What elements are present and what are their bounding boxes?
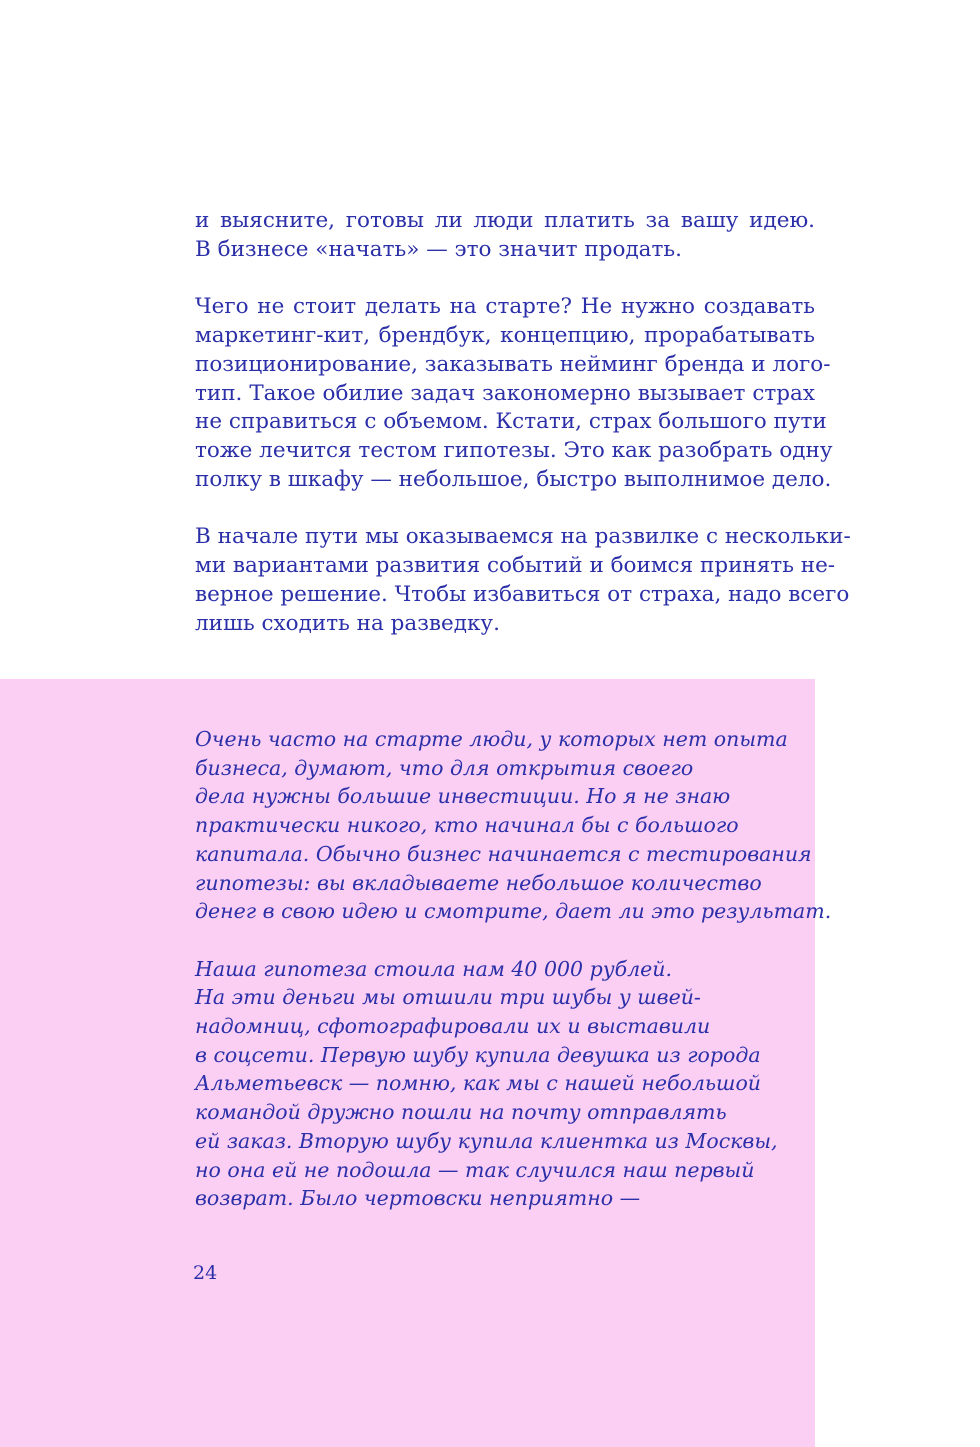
- quote-line: дела нужны большие инвестиции. Но я не знаю: [195, 784, 731, 809]
- text-line: позиционирование, заказывать нейминг бренда и лого-: [195, 351, 831, 377]
- text-line: тоже лечится тестом гипотезы. Это как разобрать одну: [195, 438, 833, 463]
- quote-text: [195, 725, 832, 1242]
- quote-line: денег в свою идею и смотрите, дает ли это результат.: [195, 899, 832, 924]
- quote-line: командой дружно пошли на почту отправлять: [195, 1100, 727, 1125]
- text-line: тип. Такое обилие задач закономерно вызывает страх: [195, 380, 815, 406]
- text-line: Чего не стоит делать на старте? Не нужно создавать: [195, 294, 815, 320]
- text-line: В начале пути мы оказываемся на развилке с нескольки-: [195, 524, 851, 550]
- quote-line: практически никого, кто начинал бы с большого: [195, 813, 739, 838]
- quote-line: бизнеса, думают, что для открытия своего: [195, 755, 694, 780]
- page-number: 24: [193, 1262, 218, 1284]
- quote-line: гипотезы: вы вкладываете небольшое количество: [195, 870, 762, 895]
- text-line: полку в шкафу — небольшое, быстро выполнимое дело.: [195, 466, 832, 492]
- text-line: не справиться с объемом. Кстати, страх большого пути: [195, 409, 827, 435]
- quote-line: возврат. Было чертовски неприятно —: [195, 1186, 641, 1211]
- text-line: ми вариантами развития событий и боимся принять не-: [195, 553, 836, 578]
- quote-line: надомниц, сфотографировали их и выставили: [195, 1014, 711, 1039]
- text-line: верное решение. Чтобы избавиться от страха, надо всего: [195, 581, 850, 607]
- quote-line: в соцсети. Первую шубу купила девушка из города: [195, 1042, 761, 1067]
- quote-line: капитала. Обычно бизнес начинается с тестирования: [195, 841, 812, 866]
- quote-paragraph-2: [195, 955, 795, 1213]
- text-line: и выясните, готовы ли люди платить за вашу идею.: [195, 208, 815, 233]
- paragraph-3: [195, 523, 851, 638]
- paragraph-2: [195, 293, 833, 494]
- text-line: маркетинг-кит, брендбук, концепцию, прорабатывать: [195, 323, 815, 348]
- text-line: В бизнесе «начать» — это значит продать.: [195, 236, 682, 262]
- text-line: лишь сходить на разведку.: [195, 610, 500, 636]
- quote-line: ей заказ. Вторую шубу купила клиентка из Москвы,: [195, 1128, 778, 1153]
- paragraph-1: [195, 207, 815, 265]
- quote-line: но она ей не подошла — так случился наш первый: [195, 1157, 755, 1182]
- quote-line: Альметьевск — помню, как мы с нашей небольшой: [195, 1071, 762, 1096]
- quote-line: Наша гипотеза стоила нам 40 000 рублей.: [195, 956, 673, 981]
- quote-line: На эти деньги мы отшили три шубы у швей-: [195, 985, 701, 1010]
- main-text: [195, 207, 851, 667]
- quote-paragraph-1: [195, 725, 832, 926]
- quote-line: Очень часто на старте люди, у которых нет опыта: [195, 727, 788, 751]
